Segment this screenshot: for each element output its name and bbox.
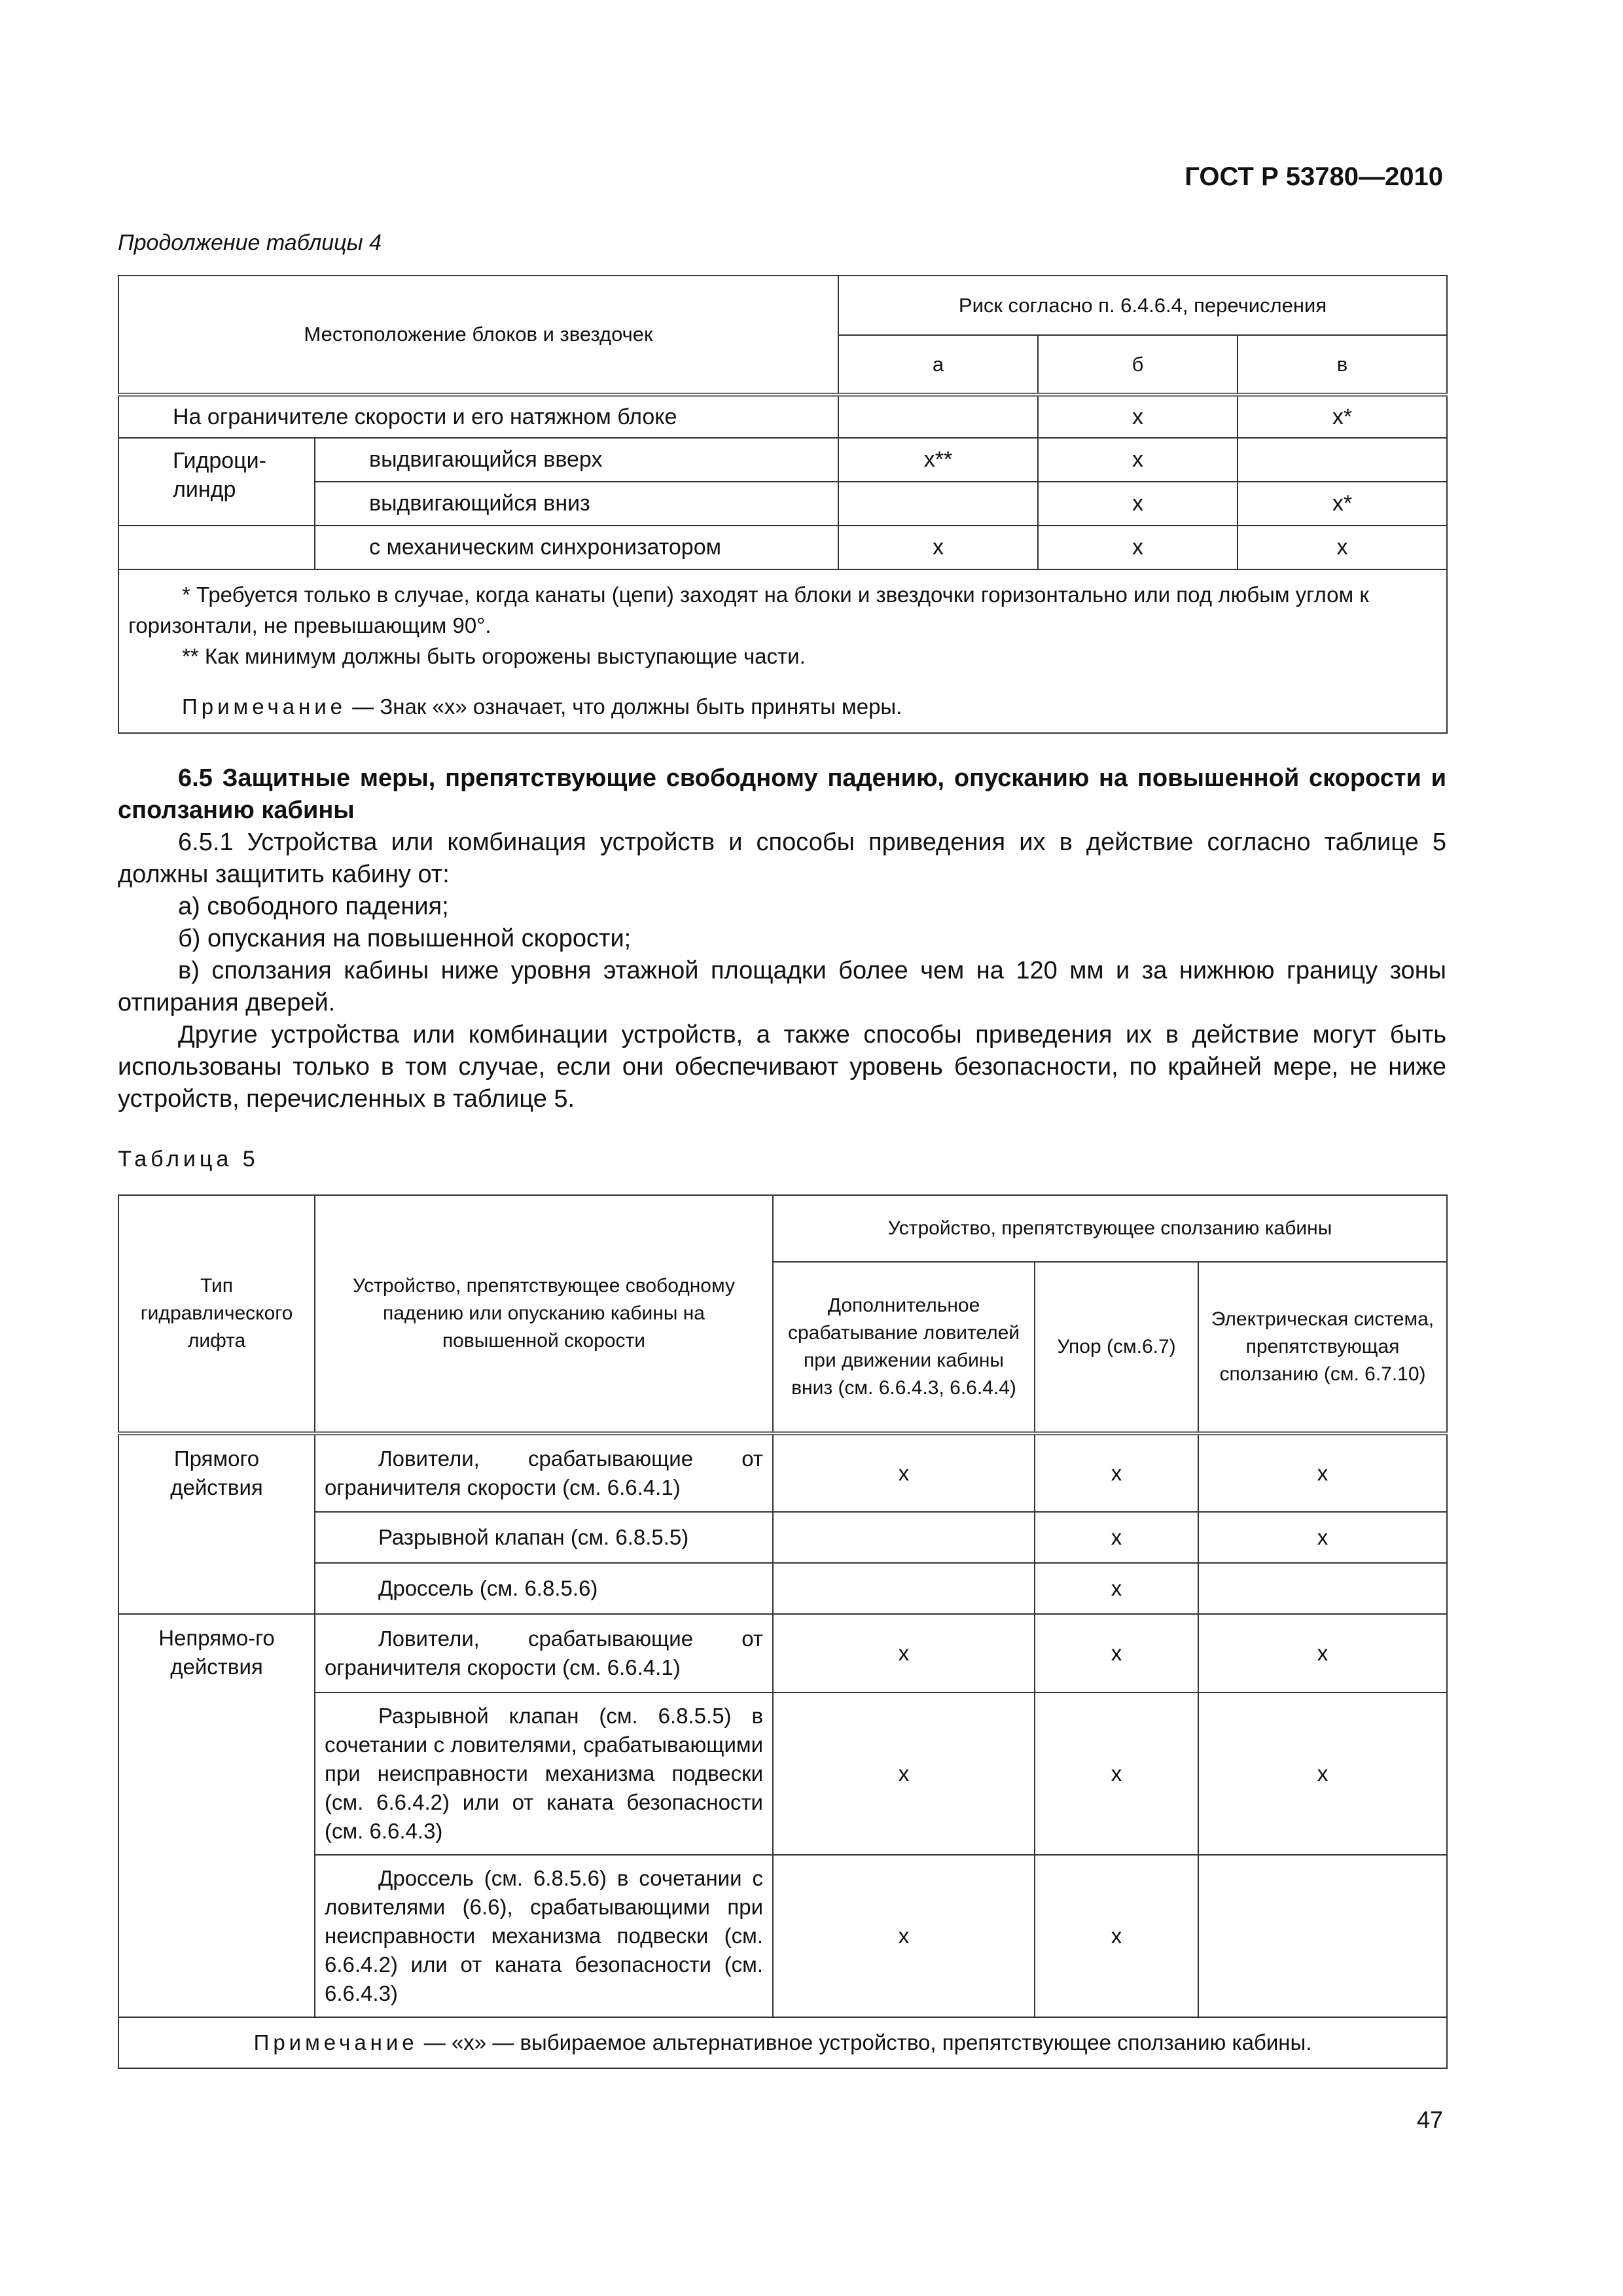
- t5-type-indirect: Непрямо-го действия: [118, 1614, 315, 2017]
- t4-hydro-label: Гидроци- линдр: [118, 438, 315, 526]
- t4-row1-b: x: [1038, 395, 1238, 438]
- t4-row3-label: выдвигающийся вниз: [315, 482, 838, 526]
- t4-row1-c: x*: [1238, 395, 1447, 438]
- t4-row2-label: выдвигающийся вверх: [315, 438, 838, 482]
- t5-r1-a: x: [773, 1433, 1035, 1512]
- t5-r2-label: Разрывной клапан (см. 6.8.5.5): [315, 1512, 773, 1563]
- t5-r1-c: x: [1198, 1433, 1447, 1512]
- t5-r3-label: Дроссель (см. 6.8.5.6): [315, 1563, 773, 1614]
- t5-r5-c: x: [1198, 1693, 1447, 1855]
- t5-r6-c: [1198, 1855, 1447, 2017]
- t5-note: [118, 2017, 1447, 2068]
- t4-row1-a: [838, 395, 1038, 438]
- t4-row2-c: [1238, 438, 1447, 482]
- t5-r6-label: Дроссель (см. 6.8.5.6) в сочетании с ловителями (6.6), срабатывающими при неисправности механизма подвески (см. 6.6.4.2) или от каната безопасности (см. 6.6.4.3): [315, 1855, 773, 2017]
- t4-row2-b: x: [1038, 438, 1238, 482]
- t5-r1-b: x: [1035, 1433, 1198, 1512]
- table-5: [118, 1194, 1448, 2069]
- t4-row3-a: [838, 482, 1038, 526]
- t5-note-text: — «x» — выбираемое альтернативное устройство, препятствующее сползанию кабины.: [418, 2030, 1312, 2054]
- section-heading: 6.5 Защитные меры, препятствующие свободному падению, опусканию на повышенной скорости и сползанию кабины: [118, 764, 1446, 824]
- t4-head-risk: Риск согласно п. 6.4.6.4, перечисления: [838, 276, 1447, 335]
- t5-r2-b: x: [1035, 1512, 1198, 1563]
- t5-r6-b: x: [1035, 1855, 1198, 2017]
- table-4: [118, 275, 1448, 734]
- t5-r4-label: Ловители, срабатывающие от ограничителя скорости (см. 6.6.4.1): [315, 1614, 773, 1693]
- t4-note-text: — Знак «x» означает, что должны быть приняты меры.: [346, 694, 902, 719]
- t5-type-direct: Прямого действия: [118, 1433, 315, 1614]
- t4-row3-b: x: [1038, 482, 1238, 526]
- t4-col-c: в: [1238, 335, 1447, 395]
- table5-caption: Таблица 5: [118, 1147, 259, 1172]
- t4-head-location: Местоположение блоков и звездочек: [118, 276, 838, 395]
- t4-row4-a: x: [838, 526, 1038, 569]
- section-para-2: Другие устройства или комбинации устройств, а также способы приведения их в действие могут быть использованы только в том случае, если они обеспечивают уровень безопасности, по крайней мере, не ниже устройств, перечисленных в таблице 5.: [118, 1021, 1446, 1113]
- t4-note-word: Примечание: [182, 694, 347, 719]
- t5-r4-a: x: [773, 1614, 1035, 1693]
- t4-col-b: б: [1038, 335, 1238, 395]
- t5-r4-b: x: [1035, 1614, 1198, 1693]
- section-item-a: а) свободного падения;: [178, 893, 449, 920]
- table4-caption: Продолжение таблицы 4: [118, 230, 382, 255]
- t5-r6-a: x: [773, 1855, 1035, 2017]
- t5-head-sub-safety-gear: Дополнительное срабатывание ловителей при движении кабины вниз (см. 6.6.4.3, 6.6.4.4): [773, 1262, 1035, 1433]
- t4-row2-a: x**: [838, 438, 1038, 482]
- t4-footnote-2: ** Как минимум должны быть огорожены выступающие части.: [182, 644, 806, 668]
- t5-head-sub-electric: Электрическая система, препятствующая сползанию (см. 6.7.10): [1198, 1262, 1447, 1433]
- t4-row4-b: x: [1038, 526, 1238, 569]
- t5-r5-a: x: [773, 1693, 1035, 1855]
- section-para-1: 6.5.1 Устройства или комбинация устройств и способы приведения их в действие согласно таблице 5 должны защитить кабину от:: [118, 829, 1446, 888]
- t5-head-fall: Устройство, препятствующее свободному падению или опусканию кабины на повышенной скорости: [315, 1195, 773, 1433]
- section-6-5: [118, 762, 1446, 1115]
- t5-r3-a: [773, 1563, 1035, 1614]
- t4-note: [128, 691, 1437, 722]
- section-item-b: б) опускания на повышенной скорости;: [178, 925, 632, 952]
- t5-r3-c: [1198, 1563, 1447, 1614]
- t5-r5-b: x: [1035, 1693, 1198, 1855]
- t5-r1-label: Ловители, срабатывающие от ограничителя скорости (см. 6.6.4.1): [315, 1433, 773, 1512]
- section-item-c: в) сползания кабины ниже уровня этажной площадки более чем на 120 мм и за нижнюю границу зоны отпирания дверей.: [118, 957, 1446, 1016]
- document-id: ГОСТ Р 53780—2010: [1185, 162, 1443, 191]
- t4-row4-label: с механическим синхронизатором: [315, 526, 838, 569]
- t4-col-a: а: [838, 335, 1038, 395]
- t5-r2-a: [773, 1512, 1035, 1563]
- t4-footnotes: [118, 569, 1447, 733]
- t4-row4-c: x: [1238, 526, 1447, 569]
- t4-row3-c: x*: [1238, 482, 1447, 526]
- t5-r4-c: x: [1198, 1614, 1447, 1693]
- t5-r2-c: x: [1198, 1512, 1447, 1563]
- t4-row1-label: На ограничителе скорости и его натяжном блоке: [118, 395, 838, 438]
- t4-footnote-1: * Требуется только в случае, когда канаты (цепи) заходят на блоки и звездочки горизонтально или под любым углом к горизонтали, не превышающим 90°.: [128, 583, 1369, 637]
- t5-r3-b: x: [1035, 1563, 1198, 1614]
- t5-head-sub-stop: Упор (см.6.7): [1035, 1262, 1198, 1433]
- t5-r5-label: Разрывной клапан (см. 6.8.5.5) в сочетании с ловителями, срабатывающими при неисправности механизма подвески (см. 6.6.4.2) или от каната безопасности (см. 6.6.4.3): [315, 1693, 773, 1855]
- t5-note-word: Примечание: [253, 2030, 418, 2054]
- page-number: 47: [1416, 2106, 1443, 2133]
- t5-head-type: Тип гидравлического лифта: [118, 1195, 315, 1433]
- t5-head-creep: Устройство, препятствующее сползанию кабины: [773, 1195, 1447, 1262]
